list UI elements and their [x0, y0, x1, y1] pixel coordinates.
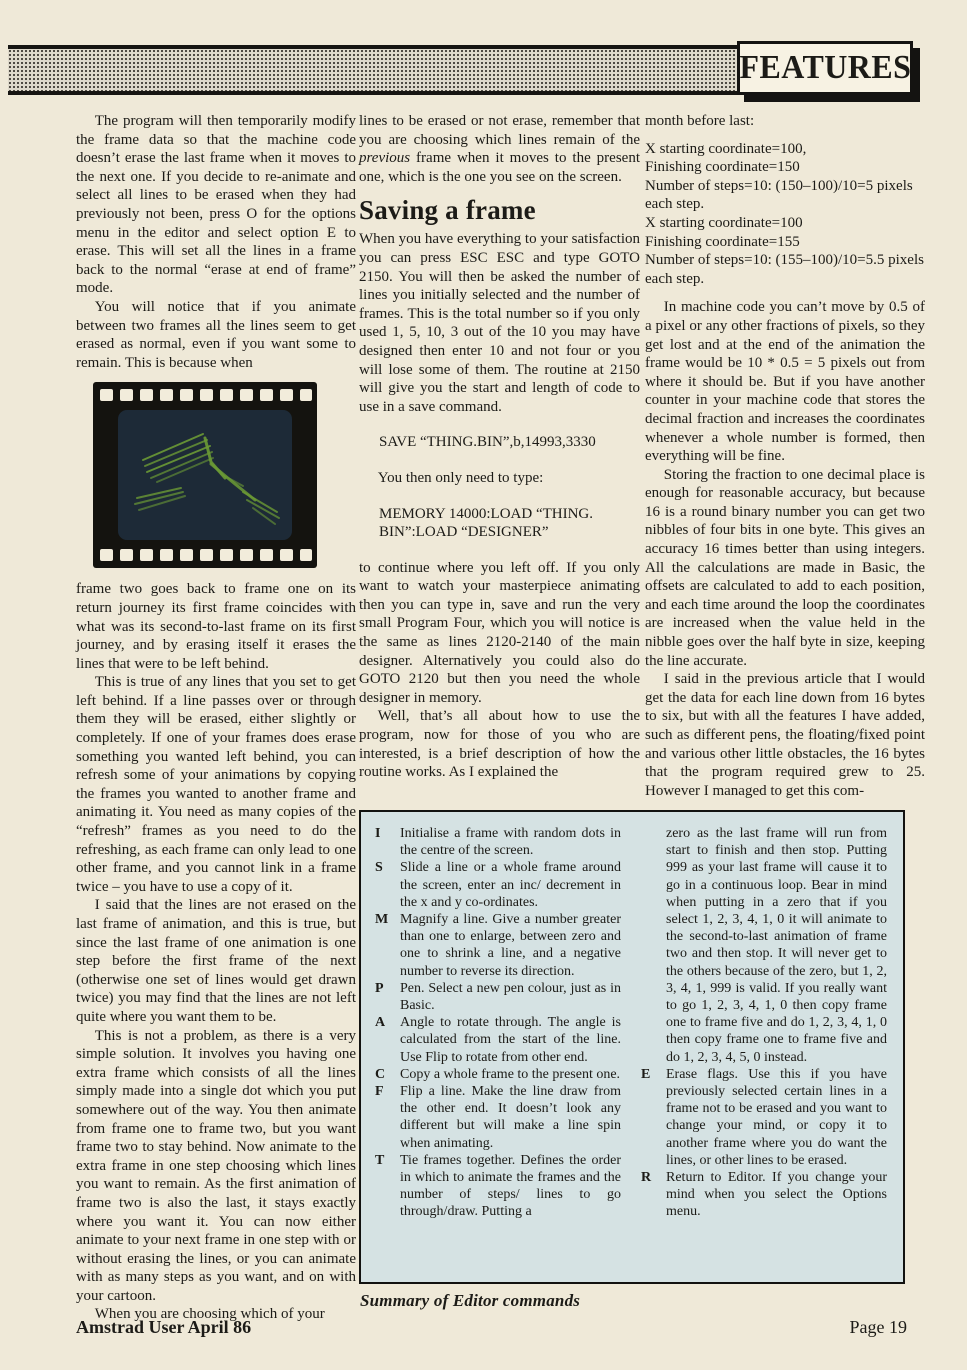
- command-item-R: [641, 1169, 887, 1221]
- col2-paragraph-2: When you have everything to your satisfaction you can press ESC ESC and type GOTO 2150. You will then be asked the number of lines you initially selected and the number of frames. This is the total number so if you only used 1, 5, 10, 3 out of the 10 you may have designed then enter 10 and not four or you will lose some of them. The routine at 2150 will give you the start and length of code to use in a save command.: [359, 231, 640, 415]
- command-description: Slide a line or a whole frame around the screen, enter an inc/ decrement in the x and y co-ordinates.: [400, 860, 621, 910]
- command-description: Copy a whole frame to the present one.: [400, 1066, 621, 1082]
- command-item-S: [375, 859, 621, 911]
- command-key: R: [641, 1170, 652, 1186]
- col2-paragraph-3: You then only need to type:: [377, 469, 544, 486]
- col1-paragraph-5: I said that the lines are not erased on the last frame of animation, and this is true, but since the last frame of one animation is one step before the first frame of the next (otherwise one set of lines would get drawn twice) you may find that the lines are not left quite where you want them to be.: [76, 897, 356, 1025]
- footer-page-number: Page 19: [849, 1317, 907, 1337]
- command-description: Tie frames together. Defines the order in which to animate the frames and the number of steps/ lines to go through/draw. Putting a: [400, 1152, 621, 1220]
- col3-paragraph-2: In machine code you can’t move by 0.5 of a pixel or any other fractions of pixels, so they get lost and at the end of the animation the frame would be 10 * 0.5 = 5 pixels out from where it should be. But if you have another counter in your machine code that stores the decimal fraction and increases the coordinates whenever a whole number is formed, then everything will be fine.: [645, 299, 925, 465]
- col1-paragraph-1: The program will then temporarily modify the frame data so that the machine code doesn’t erase the last frame when it moves to the next one. If you decide to re-animate and select all lines to be erased when they had previously not been, press O for the options menu in the editor and select option E to erase. This will set all the lines in a frame back to the normal “erase at end of frame” mode.: [76, 113, 356, 297]
- command-item-F: [375, 1083, 621, 1152]
- coord-line: Number of steps=10: (150–100)/10=5 pixels each step.: [645, 177, 913, 213]
- features-banner-label: FEATURES: [739, 49, 911, 86]
- command-description: Angle to rotate through. The angle is calculated from the start of the line. Use Flip to rotate from other end.: [400, 1015, 621, 1065]
- command-key: E: [641, 1066, 651, 1082]
- code-save-command: SAVE “THING.BIN”,b,14993,3330: [379, 434, 596, 451]
- filmstrip-photo: [93, 382, 317, 568]
- column-1: [76, 112, 356, 1324]
- col1-paragraph-2: You will notice that if you animate between two frames all the lines seem to get erased as normal, even if you want some to remain. This is because when: [76, 298, 356, 371]
- command-item-E: [641, 1066, 887, 1169]
- command-item-C: [375, 1066, 621, 1083]
- command-description: Flip a line. Make the line draw from the other end. It doesn’t look any different but will make a line spin when animating.: [400, 1084, 621, 1151]
- features-banner-box: [737, 41, 913, 95]
- command-item-A: [375, 1014, 621, 1066]
- coord-line: Number of steps=10: (155–100)/10=5.5 pixels each step.: [645, 252, 924, 287]
- col1-paragraph-3: frame two goes back to frame one on its return journey its first frame coincides with what was its second-to-last frame on its first journey, and by erasing itself it erases the lines that were to be left behind.: [76, 581, 356, 672]
- command-item-I: [375, 825, 621, 859]
- section-heading-saving-a-frame: Saving a frame: [359, 195, 536, 226]
- command-description: zero as the last frame will run from start to finish and then stop. Putting 999 as your last frame will cause it to go in a continuous loop. Bear in mind when putting in a zero that if you select 1, 2, 3, 4, 1, 0 it will animate to the second-to-last animation of frame two and then stop. It will never get to the others because of the zero, but 1, 2, 3, 4, 1, 999 is valid. If you really want to go 1, 2, 3, 4, 1, 0 then copy frame one to frame five and do 1, 2, 3, 4, 1, 0 then copy frame one to frame five and do 1, 2, 3, 4, 5, 0 instead.: [666, 826, 887, 1065]
- summary-box-caption: Summary of Editor commands: [360, 1291, 581, 1310]
- command-item-T: [375, 1152, 621, 1221]
- col3-paragraph-1: month before last:: [645, 113, 755, 129]
- command-key: M: [375, 912, 389, 928]
- col2-paragraph-4: to continue where you left off. If you only want to watch your masterpiece animating then you can type in, save and run the very small Program Four, which you will notice is the same as lines 2120-2140 of the main designer. Alternatively you could also do GOTO 2120 but then you need the whole designer in memory.: [359, 559, 640, 706]
- code-memory-load-command: MEMORY 14000:LOAD “THING. BIN”:LOAD “DESIGNER”: [379, 505, 594, 541]
- col1-paragraph-4: This is true of any lines that you set to get left behind. If a line passes over or through them they will be erased, either slightly or completely. If one of your frames does erase something you wanted left behind, you can refresh some of your animations by copying the frames you wanted to another frame and animating it. You need as many copies of the “refresh” frames as you need to do the refreshing, as each frame can only lead to one other frame, and you cannot link in a frame twice – you have to use a copy of it.: [76, 674, 356, 895]
- command-item-M: [375, 911, 621, 980]
- command-key: S: [375, 860, 383, 876]
- coord-line: Finishing coordinate=150: [645, 159, 800, 176]
- command-key: T: [375, 1152, 385, 1168]
- coordinate-example-block: [645, 140, 925, 289]
- column-2: [359, 112, 640, 782]
- command-item-T-continuation: [641, 825, 887, 1066]
- col2-paragraph-5: Well, that’s all about how to use the program, now for those of you who are interested, is a brief description of how the routine works. As I explained the: [359, 708, 640, 781]
- coord-line: X starting coordinate=100,: [645, 140, 807, 157]
- col3-paragraph-3: Storing the fraction to one decimal place is enough for reasonable accuracy, but because 16 is a round binary number you can get two nibbles of four bits in one byte. This gives an accuracy 16 times better than using integers. All the calculations are made in Basic, the offsets are calculated to add to each position, and each time around the loop the coordinates are increased when the value held in the nibble goes over the half byte in size, keeping the line accurate.: [645, 466, 925, 669]
- command-key: C: [375, 1066, 386, 1082]
- command-item-P: [375, 980, 621, 1014]
- command-description: Erase flags. Use this if you have previously selected certain lines in a frame not to be erased and you want to change your mind, or copy it to another frame where you do want the lines, or other lines to be erased.: [666, 1066, 887, 1168]
- summary-box-left-column: [375, 825, 621, 1272]
- command-description: Magnify a line. Give a number greater than one to enlarge, between zero and one to shrink a line, and a negative number to reverse its direction.: [400, 912, 621, 979]
- col2-paragraph-1-text2: frame when it moves to the present one, which is the one you see on the screen.: [359, 150, 640, 185]
- col3-paragraph-4: I said in the previous article that I would get the data for each line down from 16 bytes to six, but with all the features I have added, such as different pens, the floating/fixed point and various other little obstacles, the 16 bytes that the program required grew to 25. However I managed to get this com-: [645, 671, 925, 799]
- command-key: I: [375, 826, 381, 841]
- filmstrip-illustration: [93, 382, 317, 568]
- command-description: Return to Editor. If you change your mind when you select the Options menu.: [666, 1170, 887, 1220]
- footer-magazine-title: Amstrad User April 86: [76, 1317, 252, 1337]
- command-description: Pen. Select a new pen colour, just as in Basic.: [400, 980, 621, 1014]
- col2-paragraph-1-text: lines to be erased or not erase, remember that you are choosing which lines remain of the: [359, 113, 640, 148]
- film-sprocket-holes-bottom: [100, 549, 312, 561]
- col2-paragraph-1-italic: previous: [359, 150, 411, 167]
- command-description: Initialise a frame with random dots in the centre of the screen.: [400, 826, 621, 859]
- command-key: F: [375, 1084, 384, 1100]
- coord-line: Finishing coordinate=155: [645, 233, 800, 250]
- summary-box-right-column: [641, 825, 887, 1272]
- column-3: [645, 112, 925, 800]
- coord-line: X starting coordinate=100: [645, 214, 803, 231]
- command-key: A: [375, 1015, 386, 1031]
- command-key: P: [375, 980, 384, 996]
- editor-commands-summary-box: [359, 810, 905, 1284]
- col1-paragraph-7: When you are choosing which of your: [94, 1306, 325, 1323]
- film-sprocket-holes-top: [100, 389, 312, 401]
- col2-paragraph-1: [359, 112, 640, 186]
- col1-paragraph-6: This is not a problem, as there is a very simple solution. It involves you having one extra frame which consists of all the lines simply made into a single dot which you put somewhere out of the way. You then animate from frame one to frame two, but you want frame two to stay behind. Now animate to the extra frame in one step choosing which lines you want to remain. As the first animation of frame two is also the last, it stays exactly where you want it. You can now either animate to your next frame in one step with or without erasing the lines, or you can animate with as many steps as you want, and on with your cartoon.: [76, 1027, 356, 1304]
